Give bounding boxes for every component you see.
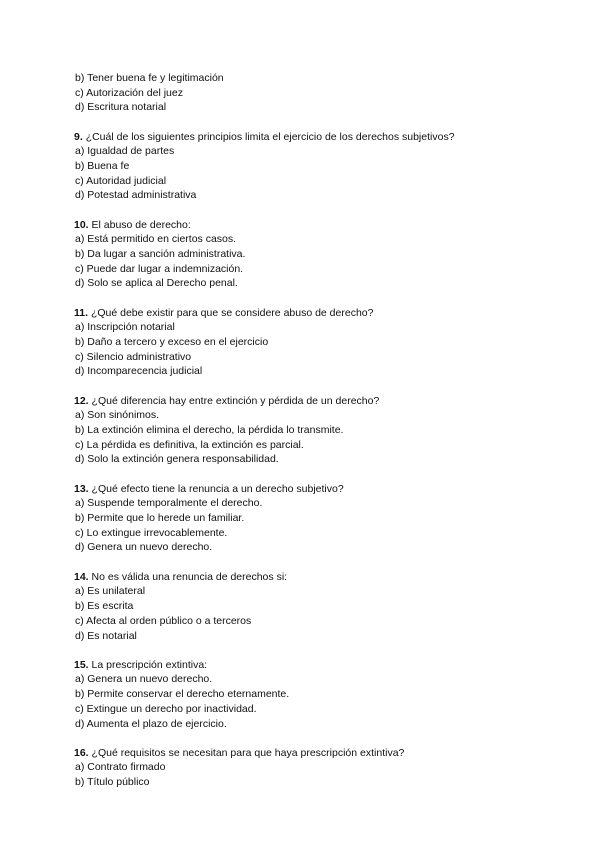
question-block [74,306,574,380]
option: b) Da lugar a sanción administrativa. [75,248,246,261]
question-stem [74,746,574,761]
question-block [74,218,574,292]
question-list [74,130,574,790]
question-text: ¿Cuál de los siguientes principios limita el ejercicio de los derechos subjetivos? [85,130,455,143]
question-number: 16. [74,746,89,759]
lead-options [74,71,574,115]
question-block [74,570,574,644]
option: d) Solo la extinción genera responsabilidad. [75,453,279,466]
option: c) Silencio administrativo [75,350,192,363]
question-stem [74,130,574,145]
question-block [74,746,574,790]
question-number: 9. [74,130,83,143]
question-text: La prescripción extintiva: [91,658,208,671]
question-block [74,658,574,732]
option: c) Lo extingue irrevocablemente. [75,526,228,539]
option: a) Es unilateral [75,585,146,598]
option: d) Genera un nuevo derecho. [75,541,213,554]
option: c) Extingue un derecho por inactividad. [75,702,257,715]
question-number: 10. [74,218,89,231]
option: b) Permite conservar el derecho eternamente. [75,688,290,701]
option: b) Título público [75,776,150,789]
question-stem [74,570,574,585]
option: a) Igualdad de partes [75,145,175,158]
option: c) Autoridad judicial [75,174,167,187]
question-text: El abuso de derecho: [91,218,191,231]
option: b) Daño a tercero y exceso en el ejercicio [75,336,269,349]
option: d) Incomparecencia judicial [75,365,203,378]
option: a) Son sinónimos. [75,409,160,422]
question-block [74,130,574,204]
option: b) Tener buena fe y legitimación [75,72,224,84]
question-number: 15. [74,658,89,671]
question-stem [74,306,574,321]
option: d) Es notarial [75,629,137,642]
question-number: 13. [74,482,89,495]
option: a) Inscripción notarial [75,321,175,334]
option: a) Contrato firmado [75,761,166,774]
option: c) Afecta al orden público o a terceros [75,614,252,627]
document-page [74,71,574,790]
question-stem [74,482,574,497]
question-stem [74,218,574,233]
option: d) Aumenta el plazo de ejercicio. [75,717,227,730]
option: b) Es escrita [75,600,134,613]
option: c) La pérdida es definitiva, la extinción es parcial. [75,438,304,451]
option: a) Genera un nuevo derecho. [75,673,213,686]
option: b) Buena fe [75,160,130,173]
question-number: 14. [74,570,89,583]
question-block [74,482,574,556]
question-text: ¿Qué efecto tiene la renuncia a un derecho subjetivo? [91,482,344,495]
option: c) Autorización del juez [75,86,183,99]
question-text: No es válida una renuncia de derechos si: [91,570,288,583]
option: a) Está permitido en ciertos casos. [75,233,237,246]
option: d) Solo se aplica al Derecho penal. [75,277,238,290]
question-block [74,394,574,468]
question-stem [74,658,574,673]
option: b) La extinción elimina el derecho, la pérdida lo transmite. [75,424,344,437]
option: d) Potestad administrativa [75,189,197,202]
question-stem [74,394,574,409]
option: a) Suspende temporalmente el derecho. [75,497,263,510]
question-number: 12. [74,394,89,407]
question-text: ¿Qué debe existir para que se considere abuso de derecho? [90,306,374,319]
option: d) Escritura notarial [75,101,167,114]
question-number: 11. [74,306,89,319]
option: b) Permite que lo herede un familiar. [75,512,245,525]
question-text: ¿Qué requisitos se necesitan para que haya prescripción extintiva? [91,746,405,759]
question-text: ¿Qué diferencia hay entre extinción y pérdida de un derecho? [91,394,380,407]
option: c) Puede dar lugar a indemnización. [75,262,244,275]
